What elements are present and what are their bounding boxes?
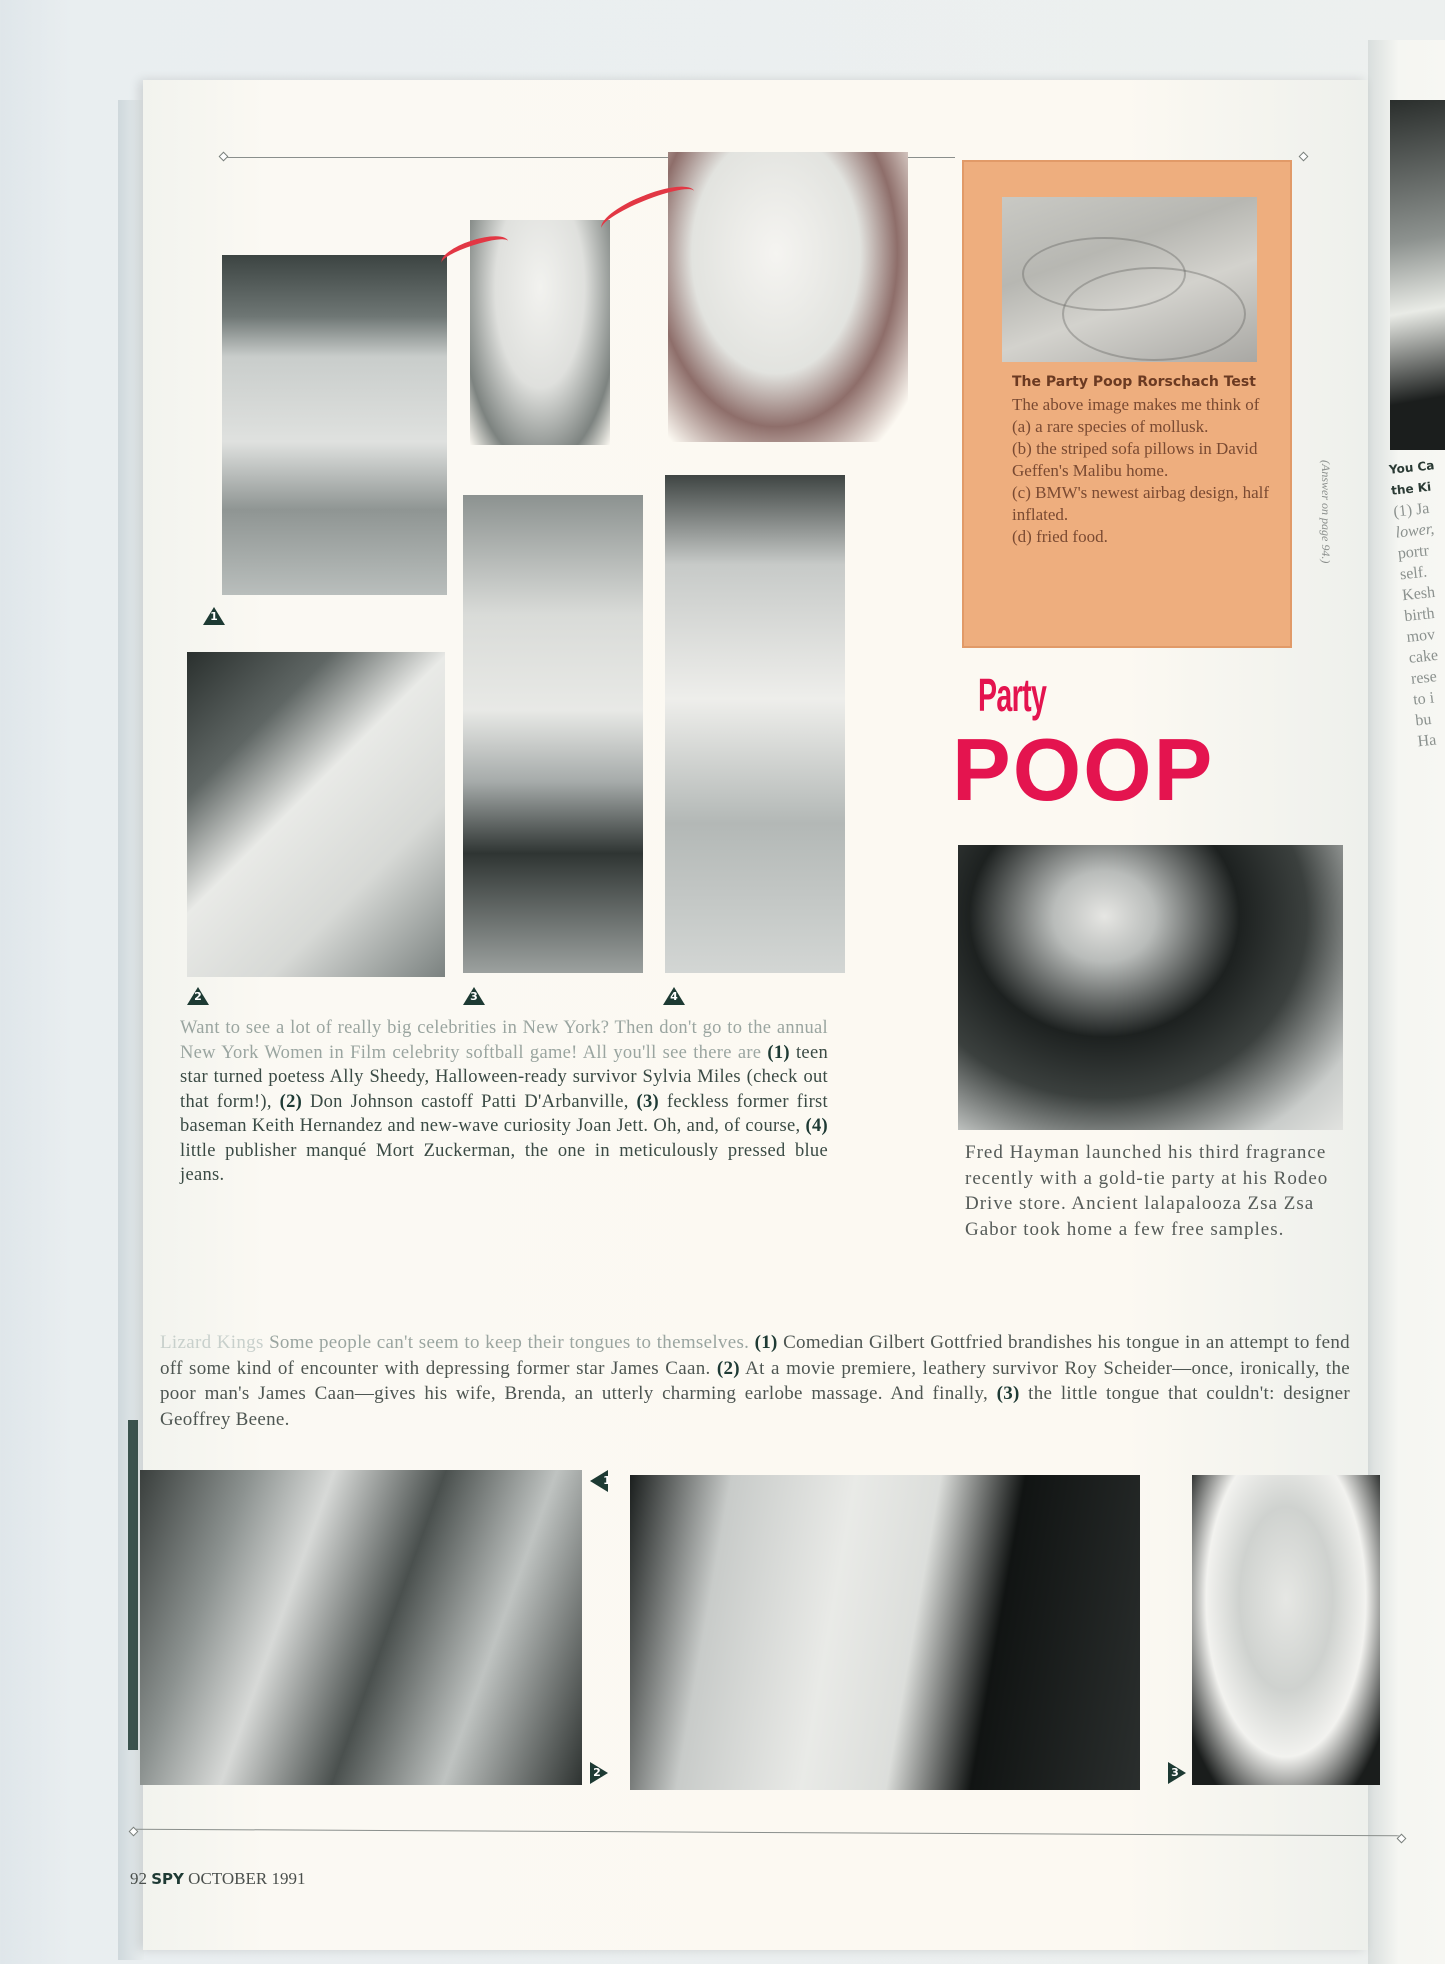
tongue-num-2: (2) — [716, 1357, 740, 1379]
spine-shadow — [128, 1420, 138, 1750]
softball-num-3: (3) — [636, 1091, 660, 1112]
sidebar-option-b: (b) the striped sofa pillows in David Geffen's Malibu home. — [1012, 439, 1258, 480]
softball-text-3: Don Johnson castoff Patti D'Arbanville, — [302, 1091, 637, 1112]
sidebar-option-d: (d) fried food. — [1012, 527, 1108, 546]
adjacent-line: rese — [1410, 668, 1438, 688]
photo-sheedy-miles — [222, 255, 447, 595]
adjacent-line: mov — [1405, 626, 1436, 646]
photo-marker-2-num: 2 — [194, 990, 202, 1003]
tongue-text-3: At a movie premiere, leathery survivor Roy Scheider—once, ironically, the poor man's James Caan—gives his wife, Brenda, an utterly charming earlobe massage. And finally, — [160, 1357, 1350, 1404]
adjacent-line: bu — [1414, 710, 1433, 730]
softball-story-paragraph — [180, 1016, 828, 1188]
page-folio — [130, 1869, 305, 1889]
tongue-text-1: Some people can't seem to keep their tongues to themselves. — [263, 1332, 755, 1353]
photo-hernandez-jett — [463, 495, 643, 973]
photo-marker-4-num: 4 — [670, 990, 678, 1003]
tongue-num-1: (1) — [754, 1332, 778, 1353]
photo-darbanville-baby — [187, 652, 445, 977]
rorschach-image — [1002, 197, 1257, 362]
headline-poop: POOP — [952, 720, 1215, 819]
softball-num-4: (4) — [805, 1116, 828, 1136]
softball-text-4: feckless former first baseman Keith Hernandez and new-wave curiosity Joan Jett. Oh, and, of course, — [180, 1091, 828, 1136]
softball-text-5: little publisher manqué Mort Zuckerman, the one in meticulously pressed blue jeans. — [180, 1140, 828, 1185]
photo-marker-tongue-3-num: 3 — [1171, 1766, 1179, 1779]
sidebar-intro: The above image makes me think of — [1012, 395, 1260, 414]
tongue-story-paragraph — [160, 1330, 1350, 1432]
adjacent-page-heading: You Ca the Ki — [1388, 458, 1435, 498]
photo-marker-1-num: 1 — [210, 610, 218, 623]
page-number: 92 — [130, 1869, 147, 1888]
tongue-text-2: Comedian Gilbert Gottfried brandishes his tongue in an attempt to fend off some kind of encounter with depressing former star James Caan. — [160, 1332, 1350, 1379]
adjacent-line: birth — [1403, 605, 1436, 626]
adjacent-line: Ha — [1416, 731, 1438, 751]
sidebar-option-a: (a) a rare species of mollusk. — [1012, 417, 1209, 436]
tongue-num-3: (3) — [996, 1383, 1020, 1404]
adjacent-line: (1) Ja — [1392, 499, 1431, 521]
adjacent-page-photo — [1390, 100, 1445, 450]
photo-marker-tongue-1-num: 1 — [603, 1474, 611, 1487]
photo-marker-tongue-2-num: 2 — [593, 1766, 601, 1779]
photo-gottfried-caan — [140, 1470, 582, 1785]
photo-miles-glove-large — [668, 152, 908, 442]
photo-zsa-zsa-gabor — [958, 845, 1343, 1130]
tongue-lead: Lizard Kings — [160, 1332, 264, 1353]
sidebar-title: The Party Poop Rorschach Test — [1012, 374, 1256, 390]
photo-zuckerman — [665, 475, 845, 973]
softball-num-2: (2) — [279, 1091, 303, 1112]
photo-geoffrey-beene — [1192, 1475, 1380, 1785]
sidebar-body — [1012, 394, 1272, 548]
adjacent-line: Kesh — [1401, 583, 1436, 605]
softball-num-1: (1) — [767, 1042, 790, 1063]
answer-note: (Answer on page 94.) — [1319, 460, 1333, 564]
tongue-text-4: the little tongue that couldn't: designer Geoffrey Beene. — [160, 1383, 1350, 1430]
adjacent-line: lower, — [1394, 520, 1436, 542]
issue-date: OCTOBER 1991 — [188, 1869, 306, 1888]
headline-party: Party — [978, 669, 1047, 721]
softball-text-2: teen star turned poetess Ally Sheedy, Halloween-ready survivor Sylvia Miles (check out that form!), — [180, 1042, 829, 1112]
softball-text-1: Want to see a lot of really big celebrities in New York? Then don't go to the annual New York Women in Film celebrity softball game! All you'll see there are — [180, 1018, 828, 1063]
adjacent-line: self. — [1399, 563, 1428, 584]
hayman-caption: Fred Hayman launched his third fragrance recently with a gold-tie party at his Rodeo Drive store. Ancient lalapalooza Zsa Zsa Gabor took home a few free samples. — [965, 1142, 1329, 1240]
adjacent-line: to i — [1412, 689, 1435, 709]
rorschach-sidebar — [962, 160, 1292, 648]
sidebar-option-c: (c) BMW's newest airbag design, half inflated. — [1012, 483, 1270, 524]
photo-scheider-brenda — [630, 1475, 1140, 1790]
photo-marker-3-num: 3 — [470, 990, 478, 1003]
adjacent-line: cake — [1407, 646, 1439, 667]
adjacent-line: portr — [1396, 542, 1430, 563]
publication-name: SPY — [151, 1870, 184, 1888]
